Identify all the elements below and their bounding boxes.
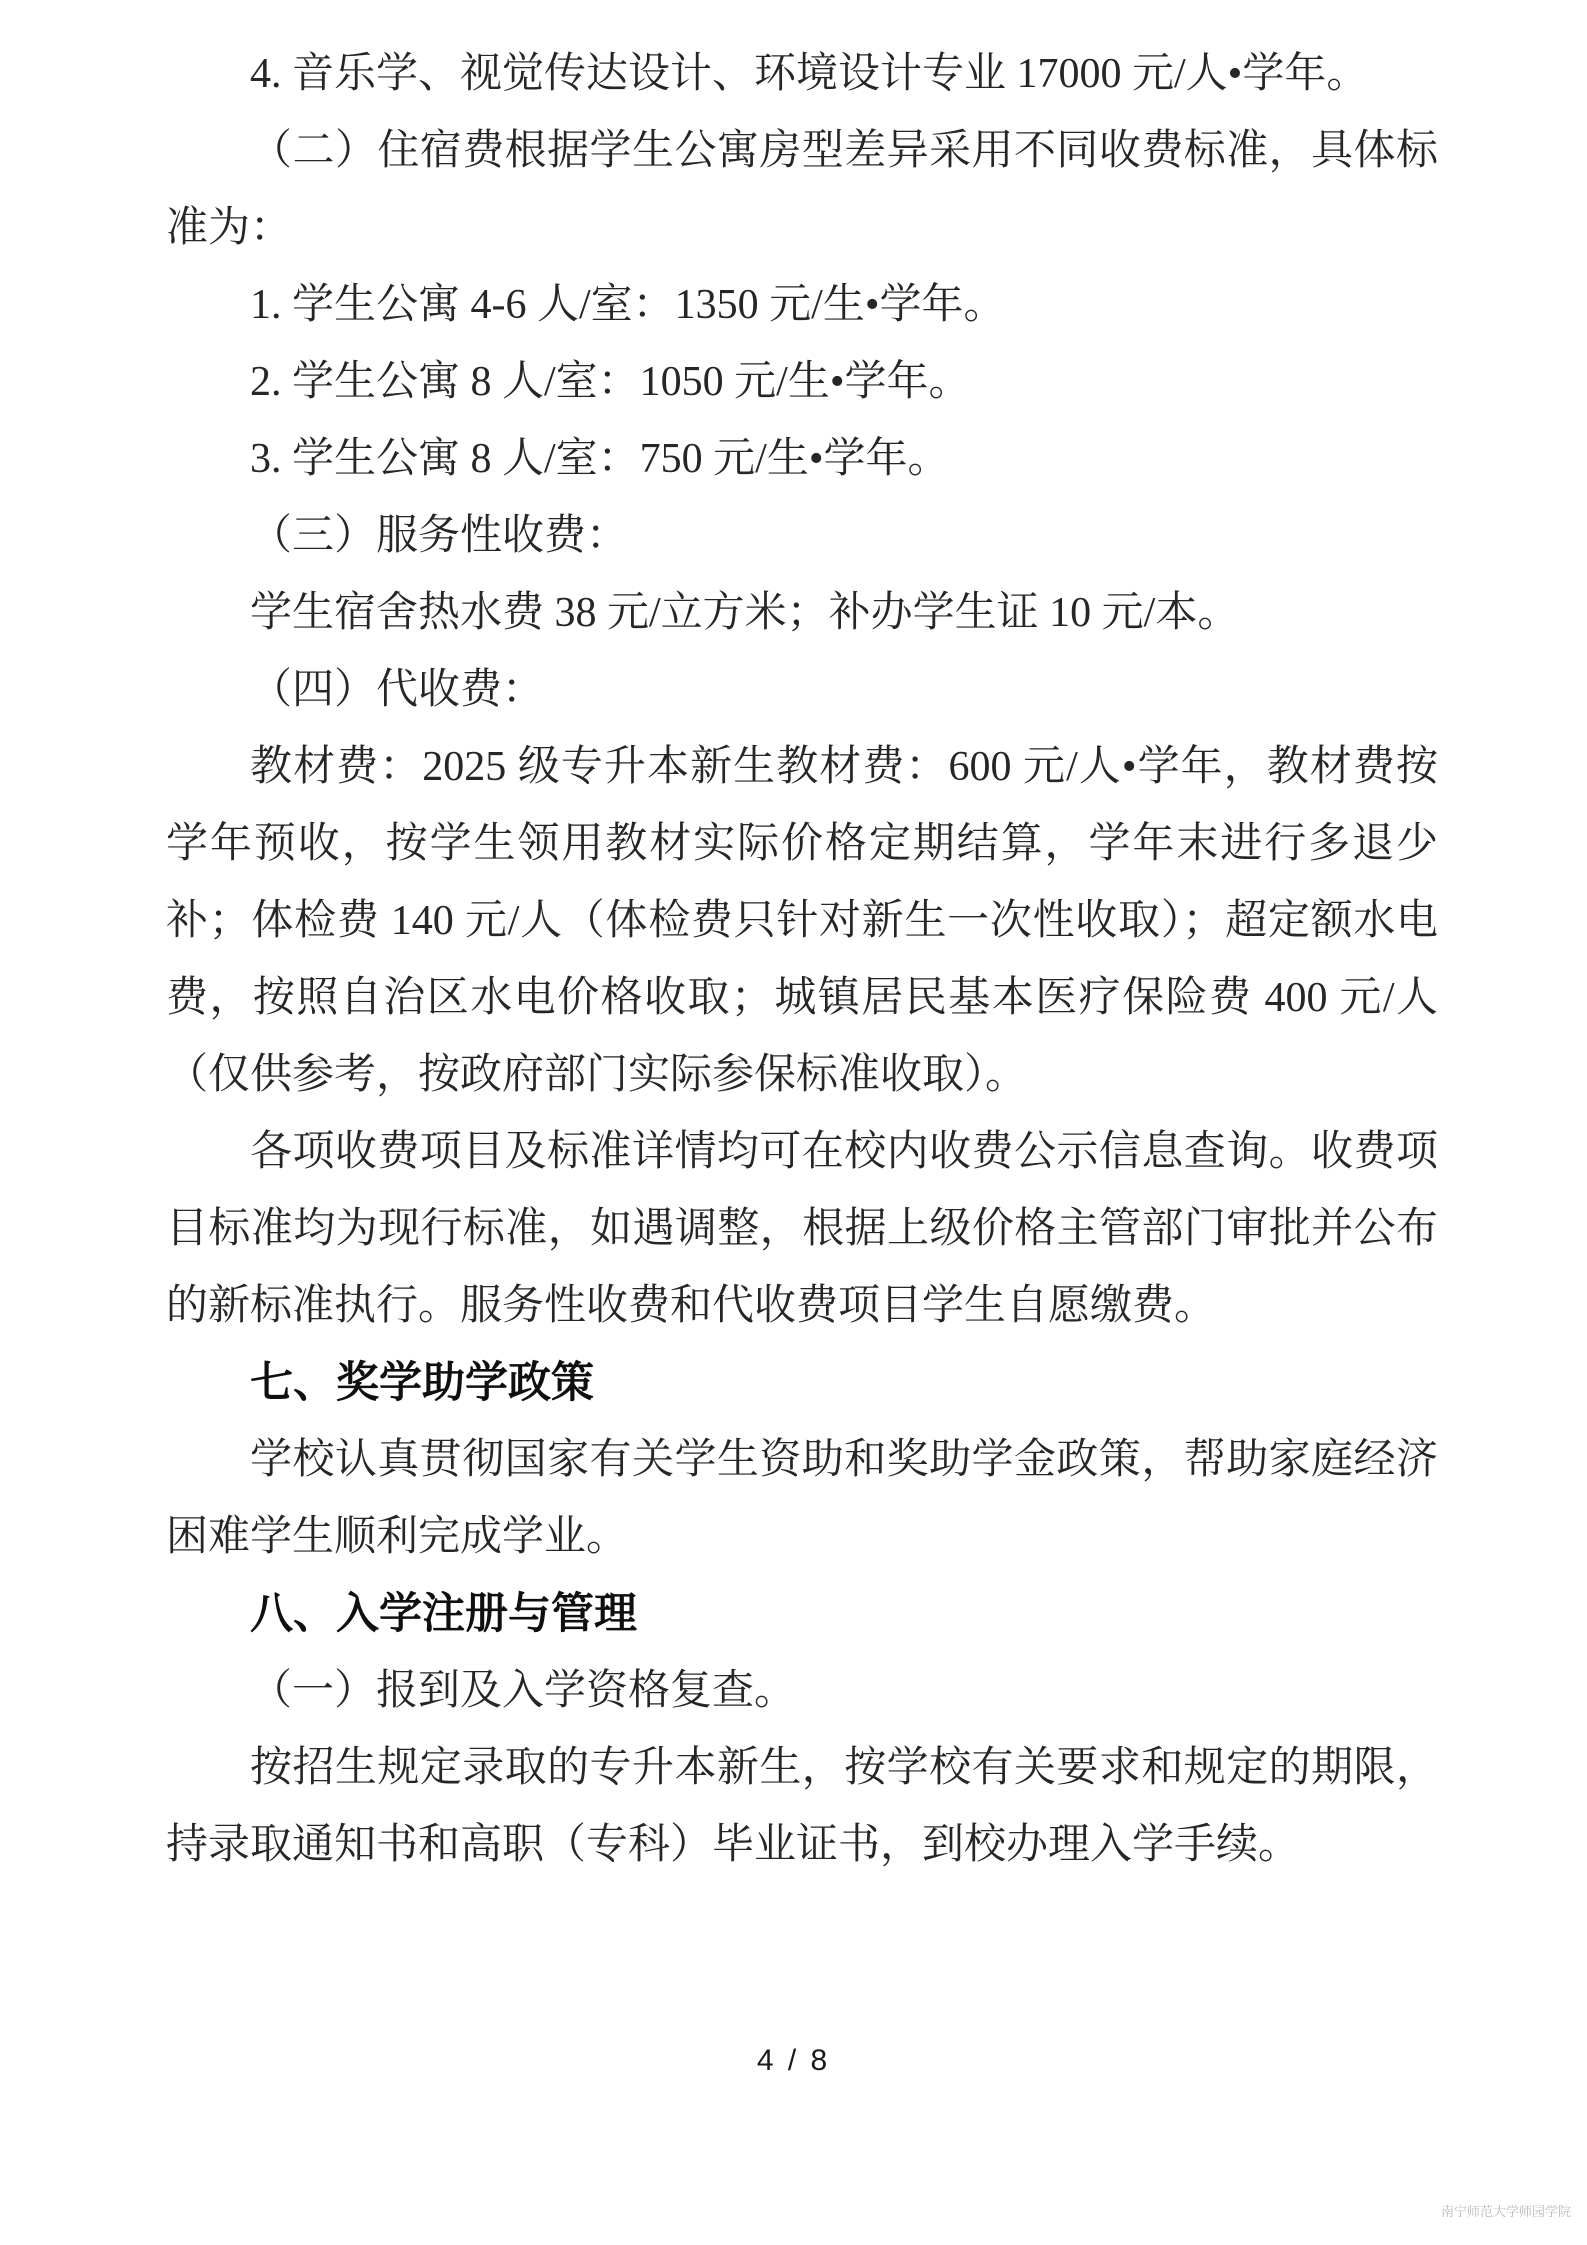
paragraph-registration-procedure: 按招生规定录取的专升本新生，按学校有关要求和规定的期限，持录取通知书和高职（专科）毕业证书，到校办理入学手续。 (166, 1745, 1438, 1868)
paragraph-service-fees-label: （三）服务性收费： (250, 513, 629, 559)
paragraph-collected-fees-detail: 教材费：2025 级专升本新生教材费：600 元/人•学年，教材费按学年预收，按学生领用教材实际价格定期结算，学年末进行多退少补；体检费 140 元/人（体检费只针对新生一次性收取）；超定额水电费，按照自治区水电价格收取；城镇居民基本医疗保险费 400 元/人（仅供参考，按政府部门实际参保标准收取）。 (166, 744, 1438, 1098)
document-body (166, 36, 1438, 1884)
watermark: 南宁师范大学师园学院 (1440, 2204, 1571, 2219)
paragraph-collected-fees-label: （四）代收费： (250, 667, 545, 713)
paragraph-dorm-rate-3: 3. 学生公寓 8 人/室：750 元/生•学年。 (250, 436, 950, 482)
section-heading-scholarship: 七、奖学助学政策 (250, 1359, 594, 1407)
paragraph-accommodation-intro: （二）住宿费根据学生公寓房型差异采用不同收费标准，具体标准为： (166, 128, 1438, 251)
page-number: 4 / 8 (756, 2044, 831, 2077)
paragraph-service-fees-detail: 学生宿舍热水费 38 元/立方米；补办学生证 10 元/本。 (250, 590, 1240, 636)
paragraph-registration-check-label: （一）报到及入学资格复查。 (250, 1668, 797, 1714)
paragraph-dorm-rate-1: 1. 学生公寓 4-6 人/室：1350 元/生•学年。 (250, 282, 1006, 328)
paragraph-scholarship-policy: 学校认真贯彻国家有关学生资助和奖助学金政策，帮助家庭经济困难学生顺利完成学业。 (166, 1437, 1438, 1560)
paragraph-dorm-rate-2: 2. 学生公寓 8 人/室：1050 元/生•学年。 (250, 359, 971, 405)
paragraph-tuition-item-4: 4. 音乐学、视觉传达设计、环境设计专业 17000 元/人•学年。 (250, 51, 1369, 97)
section-heading-enrollment: 八、入学注册与管理 (250, 1590, 637, 1638)
paragraph-fee-standards-note: 各项收费项目及标准详情均可在校内收费公示信息查询。收费项目标准均为现行标准，如遇调整，根据上级价格主管部门审批并公布的新标准执行。服务性收费和代收费项目学生自愿缴费。 (166, 1129, 1438, 1329)
